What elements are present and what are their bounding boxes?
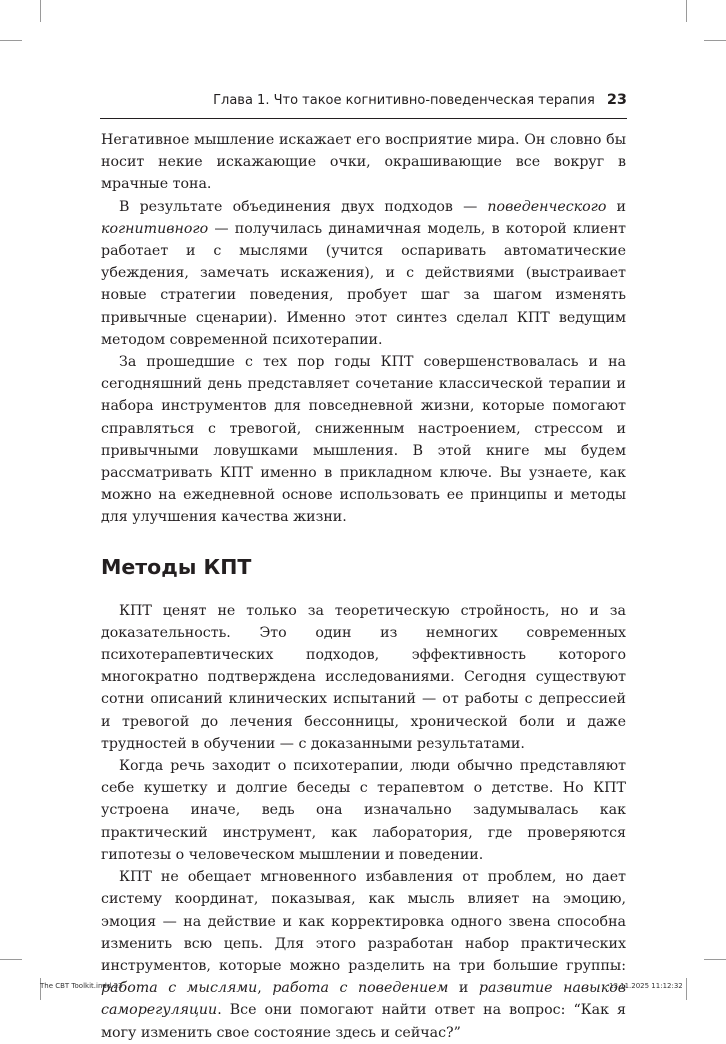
- paragraph-2: [101, 196, 626, 351]
- term-working-with-behavior: работа с поведением: [272, 980, 449, 997]
- paragraph-2-text-b: и: [606, 198, 626, 215]
- page-number: 23: [606, 92, 627, 108]
- crop-mark-right-bottom: [704, 959, 726, 960]
- paragraph-3: За прошедшие с тех пор годы КПТ совершенствовалась и на сегодняшний день представляет сочетание классической терапии и набора инструментов для повседневной жизни, которые помогают справляться с тревогой, сниженным настроением, стрессом и привычными ловушками мышления. В этой книге мы будем рассматривать КПТ именно в прикладном ключе. Вы узнаете, как можно на ежедневной основе использовать ее принципы и методы для улучшения качества жизни.: [101, 354, 626, 526]
- term-working-with-thoughts: работа с мыслями: [101, 980, 258, 997]
- paragraph-4: КПТ ценят не только за теоретическую стройность, но и за доказательность. Это один из немногих современных психотерапевтических подходов, эффективность которого многократно подтверждена исследованиями. Сегодня существуют сотни описаний клинических испытаний — от работы с депрессией и тревогой до лечения бессонницы, хронической боли и даже трудностей в обучении — с доказанными результатами.: [101, 602, 626, 752]
- running-title: Глава 1. Что такое когнитивно-поведенческая терапия: [213, 93, 595, 108]
- print-timestamp: 13.11.2025 11:12:32: [609, 982, 683, 990]
- paragraph-6-text-a: КПТ не обещает мгновенного избавления от проблем, но дает систему координат, показывая, как мысль влияет на эмоцию, эмоция — на действие и как корректировка одного звена способна изменить всю цепь. Для этого разработан набор практических инструментов, которые можно разделить на три большие группы:: [101, 869, 626, 974]
- term-cognitive: когнитивного: [101, 220, 209, 237]
- crop-mark-bottom-right: [686, 978, 687, 1000]
- file-slug: The CBT Toolkit.indd 23: [40, 982, 123, 990]
- paragraph-2-text-a: В результате объединения двух подходов —: [119, 198, 488, 215]
- crop-mark-top-left: [40, 0, 41, 22]
- paragraph-6-text-d: . Все они помогают найти ответ на вопрос: “Как я могу изменить свое состояние здесь и сейчас?”: [101, 1002, 626, 1041]
- paragraph-1: Негативное мышление искажает его восприятие мира. Он словно бы носит некие искажающие очки, окрашивающие все вокруг в мрачные тона.: [101, 132, 626, 193]
- crop-mark-top-right: [686, 0, 687, 22]
- paragraph-5: Когда речь заходит о психотерапии, люди обычно представляют себе кушетку и долгие беседы с терапевтом о детстве. Но КПТ устроена иначе, ведь она изначально задумывалась как практический инструмент, как лаборатория, где проверяются гипотезы о человеческом мышлении и поведении.: [101, 758, 626, 863]
- crop-mark-left-bottom: [0, 959, 22, 960]
- running-header: [100, 92, 627, 114]
- section-heading: Методы КПТ: [101, 554, 252, 579]
- paragraph-6-text-b: ,: [257, 980, 273, 997]
- page-body: [101, 129, 626, 1044]
- header-rule: [100, 118, 627, 119]
- crop-mark-left-top: [0, 40, 22, 41]
- crop-mark-right-top: [704, 40, 726, 41]
- term-self-regulation: развитие навыков саморегуляции: [101, 980, 626, 1019]
- paragraph-6-text-c: и: [448, 980, 479, 997]
- paragraph-2-text-c: — получилась динамичная модель, в которой клиент работает и с мыслями (учится оспаривать автоматические убеждения, замечать искажения), и с действиями (выстраивает новые стратегии поведения, пробует шаг за шагом изменять привычные сценарии). Именно этот синтез сделал КПТ ведущим методом современной психотерапии.: [101, 220, 626, 348]
- paragraph-6: [101, 866, 626, 1044]
- term-behavioral: поведенческого: [487, 198, 607, 215]
